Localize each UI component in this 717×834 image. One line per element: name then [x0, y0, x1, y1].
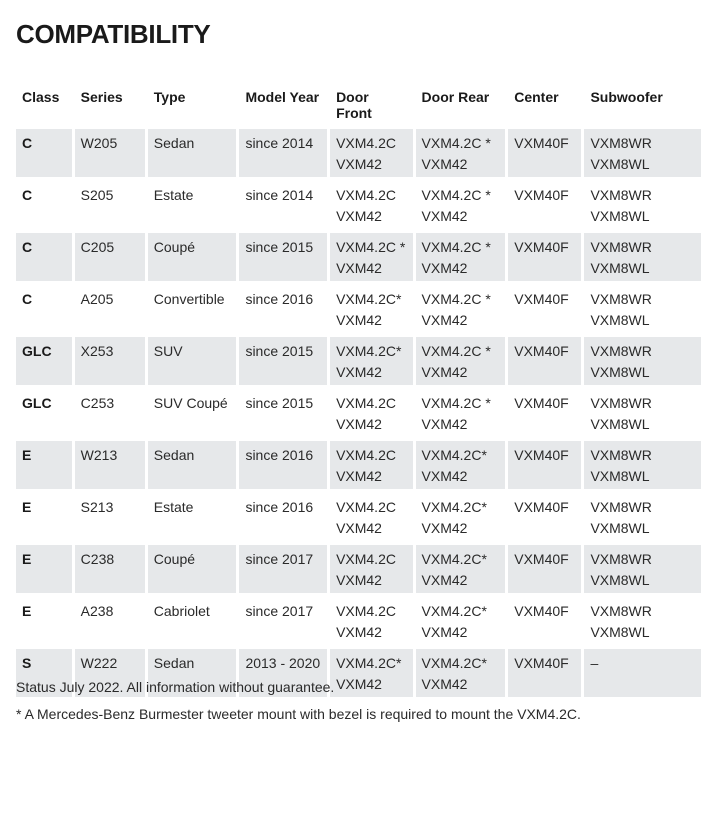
cell-line: VXM42 [336, 520, 382, 536]
cell-center: VXM40F [514, 187, 569, 203]
cell-class: GLC [22, 395, 52, 411]
cell-type: Coupé [148, 233, 237, 281]
cell-series: C253 [80, 395, 115, 411]
cell-subwoofer [584, 285, 701, 333]
table-row [16, 389, 701, 437]
cell-door-rear [416, 597, 506, 645]
cell-door-front [330, 389, 412, 437]
cell-type: Cabriolet [153, 603, 210, 619]
cell-line: VXM8WL [590, 468, 650, 484]
cell-class: S [16, 649, 72, 697]
footnote: * A Mercedes-Benz Burmester tweeter mount with bezel is required to mount the VXM4.2C. [16, 706, 581, 722]
cell-line: VXM8WR [590, 239, 652, 255]
table-row [16, 441, 701, 489]
cell-type: Sedan [148, 441, 237, 489]
cell-center: VXM40F [514, 603, 569, 619]
cell-model-year: since 2016 [245, 499, 314, 515]
table-row [16, 233, 701, 281]
cell-line: VXM8WR [590, 343, 652, 359]
table-header-row [16, 78, 701, 125]
cell-door-front [330, 545, 412, 593]
cell-class: C [16, 129, 72, 177]
cell-subwoofer [584, 441, 701, 489]
cell-door-front [330, 337, 412, 385]
cell-line: VXM4.2C* [336, 291, 402, 307]
cell-line: VXM42 [421, 312, 468, 328]
cell-center: VXM40F [508, 649, 581, 697]
cell-line: VXM42 [421, 156, 468, 172]
cell-line: VXM4.2C * [421, 187, 491, 203]
cell-line: VXM4.2C * [421, 291, 491, 307]
cell-subwoofer [584, 597, 701, 645]
cell-line: VXM8WR [590, 447, 652, 463]
cell-line: VXM42 [421, 468, 468, 484]
cell-type: Sedan [148, 649, 237, 697]
cell-center: VXM40F [508, 545, 581, 593]
cell-model-year: since 2017 [245, 603, 314, 619]
cell-door-front [330, 285, 412, 333]
cell-line: VXM8WL [590, 312, 650, 328]
cell-center: VXM40F [514, 291, 569, 307]
cell-door-front [330, 129, 412, 177]
cell-door-rear [416, 181, 506, 229]
cell-class: E [22, 603, 32, 619]
table-row [16, 181, 701, 229]
cell-door-rear [416, 233, 506, 281]
cell-door-front [330, 233, 412, 281]
cell-center: VXM40F [514, 499, 569, 515]
cell-line: VXM4.2C * [421, 239, 491, 255]
cell-center: VXM40F [508, 233, 581, 281]
cell-line: VXM4.2C [336, 603, 396, 619]
cell-line: VXM4.2C [336, 447, 396, 463]
cell-subwoofer [584, 337, 701, 385]
cell-line: VXM8WL [590, 572, 650, 588]
column-header-series: Series [80, 89, 123, 105]
cell-door-rear [416, 545, 506, 593]
table-body [16, 129, 701, 697]
cell-line: VXM42 [336, 260, 382, 276]
cell-type: Estate [153, 187, 194, 203]
cell-line: VXM4.2C [336, 395, 396, 411]
cell-line: VXM4.2C* [421, 499, 487, 515]
cell-center: VXM40F [508, 129, 581, 177]
cell-model-year: since 2014 [239, 129, 327, 177]
cell-line: VXM8WL [590, 208, 650, 224]
table-row [16, 597, 701, 645]
cell-subwoofer [584, 181, 701, 229]
cell-class: E [16, 545, 72, 593]
cell-line: VXM42 [421, 520, 468, 536]
cell-line: VXM4.2C * [421, 395, 491, 411]
cell-line: VXM4.2C [336, 187, 396, 203]
cell-door-rear [416, 441, 506, 489]
cell-line: VXM8WL [590, 624, 650, 640]
cell-line: VXM8WR [590, 499, 652, 515]
cell-model-year: 2013 - 2020 [239, 649, 327, 697]
cell-model-year: since 2015 [239, 233, 327, 281]
cell-model-year: since 2016 [245, 291, 314, 307]
cell-line: VXM42 [421, 260, 468, 276]
cell-line: VXM42 [421, 572, 468, 588]
cell-class: E [22, 499, 32, 515]
table-row [16, 285, 701, 333]
cell-line: VXM8WL [590, 416, 650, 432]
page-title: COMPATIBILITY [16, 19, 211, 49]
compatibility-table [13, 74, 704, 701]
cell-center: VXM40F [508, 441, 581, 489]
column-header-door-rear: Door Rear [421, 89, 490, 105]
cell-subwoofer [584, 545, 701, 593]
cell-line: VXM4.2C [336, 135, 396, 151]
cell-line: VXM42 [421, 208, 468, 224]
column-header-center: Center [514, 89, 559, 105]
cell-door-rear [416, 337, 506, 385]
cell-line: VXM8WL [590, 520, 650, 536]
cell-line: VXM8WR [590, 187, 652, 203]
cell-series: W213 [75, 441, 145, 489]
cell-line: VXM42 [336, 468, 382, 484]
cell-line: VXM42 [336, 312, 382, 328]
cell-line: VXM4.2C* [421, 551, 487, 567]
cell-door-front [330, 493, 412, 541]
cell-type: SUV Coupé [153, 395, 228, 411]
cell-line: VXM8WR [590, 395, 652, 411]
cell-subwoofer [584, 233, 701, 281]
cell-line: VXM4.2C* [421, 447, 487, 463]
cell-line: VXM4.2C * [336, 239, 406, 255]
cell-series: A238 [80, 603, 114, 619]
cell-series: W222 [75, 649, 145, 697]
cell-door-rear [416, 285, 506, 333]
cell-class: E [16, 441, 72, 489]
cell-line: VXM8WR [590, 551, 652, 567]
cell-line: VXM42 [336, 416, 382, 432]
cell-line: VXM8WR [590, 603, 652, 619]
cell-series: W205 [75, 129, 145, 177]
cell-subwoofer [584, 649, 701, 697]
cell-door-rear [416, 649, 506, 697]
table-row [16, 129, 701, 177]
cell-class: C [22, 187, 33, 203]
cell-door-front [330, 597, 412, 645]
cell-subwoofer [584, 493, 701, 541]
cell-type: Estate [153, 499, 194, 515]
cell-model-year: since 2014 [245, 187, 314, 203]
table-row [16, 493, 701, 541]
cell-line: VXM42 [336, 156, 382, 172]
cell-model-year: since 2017 [239, 545, 327, 593]
column-header-door-front: Door Front [336, 89, 372, 121]
cell-class: C [16, 233, 72, 281]
cell-type: Coupé [148, 545, 237, 593]
cell-line: VXM8WL [590, 156, 650, 172]
cell-model-year: since 2015 [245, 395, 314, 411]
cell-series: C238 [75, 545, 145, 593]
cell-line: VXM42 [421, 676, 468, 692]
table-row [16, 337, 701, 385]
table-row [16, 545, 701, 593]
cell-type: Sedan [148, 129, 237, 177]
cell-center: VXM40F [508, 337, 581, 385]
cell-line: VXM8WL [590, 260, 650, 276]
cell-center: VXM40F [514, 395, 569, 411]
cell-line: VXM42 [336, 676, 382, 692]
cell-line: VXM42 [336, 572, 382, 588]
cell-door-front [330, 181, 412, 229]
cell-door-front [330, 649, 412, 697]
cell-door-front [330, 441, 412, 489]
cell-line: VXM4.2C [336, 551, 396, 567]
cell-line: VXM8WR [590, 135, 652, 151]
cell-door-rear [416, 389, 506, 437]
cell-line: VXM4.2C* [336, 343, 402, 359]
cell-door-rear [416, 129, 506, 177]
cell-line: VXM4.2C * [421, 135, 491, 151]
cell-model-year: since 2015 [239, 337, 327, 385]
cell-line: – [590, 655, 599, 671]
cell-class: GLC [16, 337, 72, 385]
cell-line: VXM42 [336, 208, 382, 224]
cell-series: S205 [80, 187, 114, 203]
cell-series: A205 [80, 291, 114, 307]
column-header-class: Class [22, 89, 60, 105]
cell-class: C [22, 291, 33, 307]
cell-line: VXM42 [336, 364, 382, 380]
cell-line: VXM42 [336, 624, 382, 640]
cell-model-year: since 2016 [239, 441, 327, 489]
cell-line: VXM8WL [590, 364, 650, 380]
cell-line: VXM4.2C* [336, 655, 402, 671]
cell-line: VXM4.2C [336, 499, 396, 515]
cell-type: SUV [148, 337, 237, 385]
column-header-type: Type [153, 89, 186, 105]
cell-door-rear [416, 493, 506, 541]
cell-series: S213 [80, 499, 114, 515]
status-note: Status July 2022. All information without guarantee. [16, 679, 335, 695]
column-header-subwoofer: Subwoofer [590, 89, 663, 105]
cell-line: VXM8WR [590, 291, 652, 307]
cell-line: VXM42 [421, 624, 468, 640]
cell-line: VXM42 [421, 416, 468, 432]
cell-subwoofer [584, 389, 701, 437]
cell-line: VXM4.2C* [421, 655, 487, 671]
cell-type: Convertible [153, 291, 225, 307]
cell-line: VXM42 [421, 364, 468, 380]
cell-subwoofer [584, 129, 701, 177]
cell-line: VXM4.2C* [421, 603, 487, 619]
cell-line: VXM4.2C * [421, 343, 491, 359]
column-header-model-year: Model Year [245, 89, 320, 105]
cell-series: X253 [75, 337, 145, 385]
cell-series: C205 [75, 233, 145, 281]
